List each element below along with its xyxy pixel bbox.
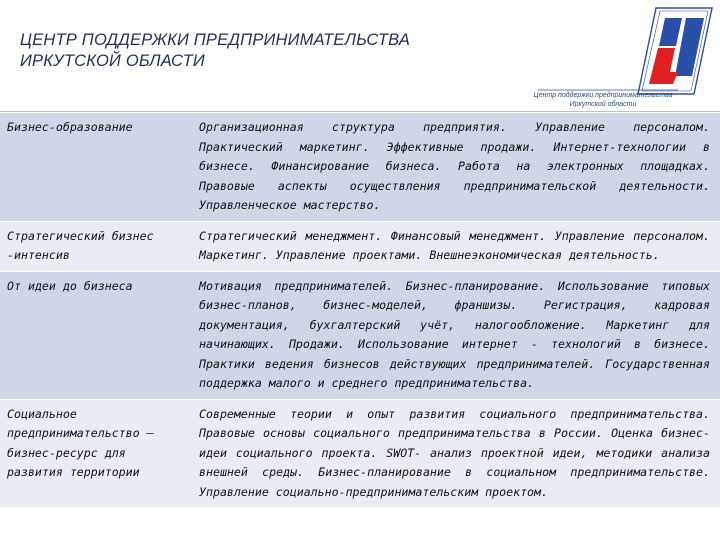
table-row <box>0 271 720 399</box>
title-line-2: ИРКУТСКОЙ ОБЛАСТИ <box>20 52 205 70</box>
program-topics: Стратегический менеджмент. Финансовый менеджмент. Управление персоналом. Маркетинг. Управление проектами. Внешнеэкономическая деятельность. <box>193 221 720 271</box>
program-topics: Организационная структура предприятия. Управление персоналом. Практический маркетинг. Эффективные продажи. Интернет-технологии в бизнесе. Финансирование бизнеса. Работа на электронных площадках. Правовые аспекты осуществления предпринимательской деятельности. Управленческое мастерство. <box>193 113 720 222</box>
page-title <box>20 30 540 72</box>
logo-red-block <box>649 48 678 84</box>
logo-blue-block-left <box>659 18 682 46</box>
table-row <box>0 113 720 222</box>
program-name: Стратегический бизнес -интенсив <box>0 221 193 271</box>
program-topics: Современные теории и опыт развития социального предпринимательства. Правовые основы социального предпринимательства в России. Оценка бизнес-идеи социального проекта. SWOT- анализ проектной идеи, методики анализа внешней среды. Бизнес-планирование в социальном предпринимательстве. Управление социально-предпринимательским проектом. <box>193 399 720 507</box>
programs-table <box>0 112 720 507</box>
logo-caption <box>528 91 678 109</box>
program-topics: Мотивация предпринимателей. Бизнес-планирование. Использование типовых бизнес-планов, бизнес-моделей, франшизы. Регистрация, кадровая документация, бухгалтерский учёт, налогообложение. Маркетинг для начинающих. Продажи. Использование интернет - технологий в бизнесе. Практики ведения бизнесов действующих предпринимателей. Государственная поддержка малого и среднего предпринимательства. <box>193 271 720 399</box>
logo-caption-line-1: Центр поддержки предпринимательства <box>533 92 673 99</box>
table-row <box>0 399 720 507</box>
program-name: Бизнес-образование <box>0 113 193 222</box>
title-line-1: ЦЕНТР ПОДДЕРЖКИ ПРЕДПРИНИМАТЕЛЬСТВА <box>20 31 411 49</box>
program-name: От идеи до бизнеса <box>0 271 193 399</box>
table-row <box>0 221 720 271</box>
logo-caption-line-2: Иркутской области <box>569 101 637 108</box>
program-name: Социальное предпринимательство – бизнес-ресурс для развития территории <box>0 399 193 507</box>
